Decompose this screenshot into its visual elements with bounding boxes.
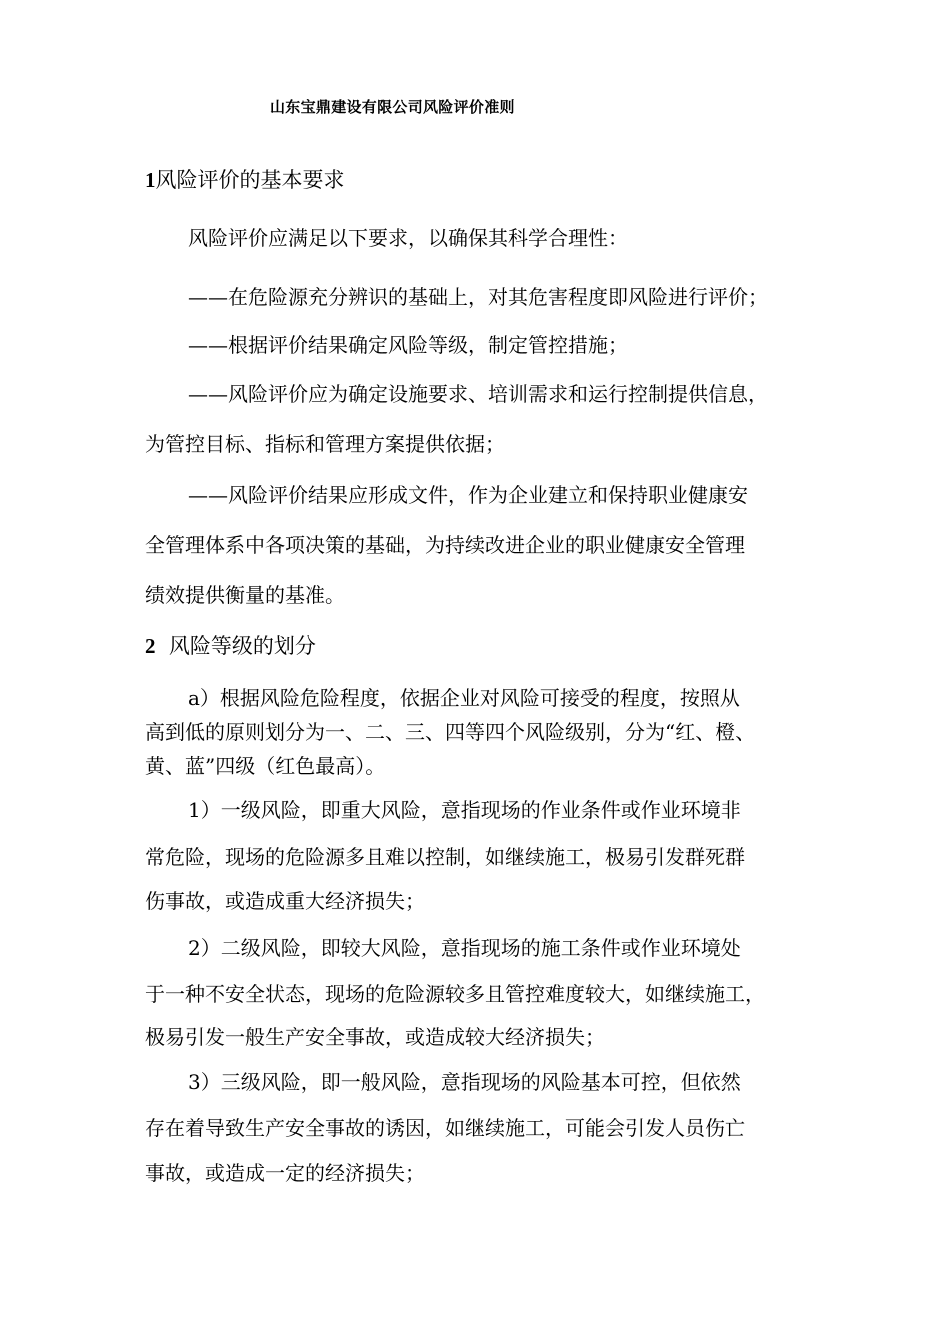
paragraph-line: 高到低的原则划分为一、二、三、四等四个风险级别，分为“红、橙、 (145, 720, 756, 744)
paragraph-line: 风险评价应满足以下要求，以确保其科学合理性： (188, 226, 628, 250)
document-title: 山东宝鼎建设有限公司风险评价准则 (270, 98, 515, 116)
paragraph-line: 于一种不安全状态，现场的危险源较多且管控难度较大，如继续施工， (145, 982, 765, 1006)
paragraph-line: 事故，或造成一定的经济损失； (145, 1161, 425, 1185)
section-2-heading (145, 630, 316, 660)
paragraph-line: ——风险评价结果应形成文件，作为企业建立和保持职业健康安 (188, 483, 748, 507)
paragraph-line: 1）一级风险，即重大风险，意指现场的作业条件或作业环境非 (188, 798, 741, 822)
section-2-number: 2 (145, 634, 156, 658)
paragraph-line: 常危险，现场的危险源多且难以控制，如继续施工，极易引发群死群 (145, 845, 745, 869)
paragraph-line: 绩效提供衡量的基准。 (145, 583, 345, 607)
section-1-title: 风险评价的基本要求 (155, 168, 345, 192)
paragraph-line: a）根据风险危险程度，依据企业对风险可接受的程度，按照从 (188, 686, 740, 710)
section-2-title: 风险等级的划分 (168, 634, 316, 658)
paragraph-line: 3）三级风险，即一般风险，意指现场的风险基本可控，但依然 (188, 1070, 741, 1094)
paragraph-line: 存在着导致生产安全事故的诱因，如继续施工，可能会引发人员伤亡 (145, 1116, 745, 1140)
paragraph-line: 伤事故，或造成重大经济损失； (145, 889, 425, 913)
paragraph-line: ——风险评价应为确定设施要求、培训需求和运行控制提供信息， (188, 382, 768, 406)
paragraph-line: ——根据评价结果确定风险等级，制定管控措施； (188, 333, 628, 357)
section-1-heading (145, 164, 345, 194)
section-1-number: 1 (145, 168, 156, 192)
paragraph-line: 为管控目标、指标和管理方案提供依据； (145, 432, 505, 456)
paragraph-line: 2）二级风险，即较大风险，意指现场的施工条件或作业环境处 (188, 936, 741, 960)
paragraph-line: 黄、蓝”四级（红色最高）。 (145, 754, 386, 778)
paragraph-line: 全管理体系中各项决策的基础，为持续改进企业的职业健康安全管理 (145, 533, 745, 557)
paragraph-line: ——在危险源充分辨识的基础上，对其危害程度即风险进行评价； (188, 285, 768, 309)
paragraph-line: 极易引发一般生产安全事故，或造成较大经济损失； (145, 1025, 605, 1049)
